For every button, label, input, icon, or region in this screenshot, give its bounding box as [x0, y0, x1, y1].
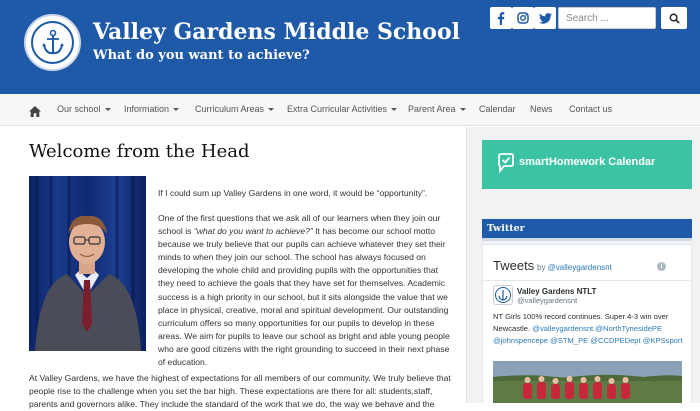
caret-down-icon [173, 108, 179, 111]
head-teacher-photo [29, 176, 146, 351]
anchor-icon [31, 21, 74, 64]
tweet-author-handle[interactable]: @valleygardensnt [517, 296, 578, 305]
tweet-mentions[interactable]: @valleygardensnt @NorthTynesidePE @johnspencepe @STM_PE @CCDPEDept @KPSsport [493, 323, 683, 345]
nav-parent-area[interactable]: Parent Area [408, 94, 466, 125]
info-icon[interactable]: i [657, 262, 666, 271]
twitter-icon[interactable] [534, 7, 556, 29]
search-input[interactable] [558, 7, 656, 29]
smarthomework-label[interactable]: smartHomework Calendar [519, 156, 656, 168]
tweets-by-link[interactable]: @valleygardensnt [547, 263, 612, 272]
search-icon [669, 13, 680, 24]
tweet-author-name[interactable]: Valley Gardens NTLT [517, 287, 597, 296]
nav-news[interactable]: News [530, 104, 553, 114]
site-header [0, 0, 700, 94]
tweets-title: Tweets [493, 258, 535, 273]
main-nav [0, 94, 700, 126]
caret-down-icon [268, 108, 274, 111]
home-icon[interactable] [29, 104, 41, 115]
school-logo[interactable] [24, 14, 81, 71]
avatar[interactable] [493, 285, 513, 305]
body-paragraph: One of the first questions that we ask all of our learners when they join our school is “what do you want to achieve?” It has become our school motto because we truly believe that our pupils can achieve whatever they set their minds to when they join our school. The school has always focused on developing the whole child and providing pupils with the opportunities that they need to achieve the goals that they have set for themselves. Academic success is a high priority in our school, but it sits alongside the value that we place in physical, creative, moral and spiritual development. Our outstanding curriculum offers so many opportunities for our pupils to develop in these areas. We aim for pupils to leave our school as bright and able young people who are good citizens with the right grounding to succeed in their next phase of education. [158, 213, 450, 368]
caret-down-icon [391, 108, 397, 111]
tweet-photo[interactable] [493, 361, 682, 403]
school-motto: What do you want to achieve? [93, 48, 310, 63]
instagram-icon[interactable] [512, 7, 534, 29]
intro-paragraph: If I could sum up Valley Gardens in one word, it would be “opportunity”. [158, 188, 428, 198]
nav-contact-us[interactable]: Contact us [569, 104, 613, 114]
twitter-heading: Twitter [482, 219, 692, 241]
nav-extra-curricular[interactable]: Extra Curricular Activities [287, 94, 397, 125]
body-paragraph: At Valley Gardens, we have the highest of expectations for all members of our community. We truly believe that people rise to the challenge when you set the bar high. These expectations are there for all: students,staff, parents and governors alike. They include the standard of the work that we do, the way we behave and the [29, 373, 451, 410]
nav-calendar[interactable]: Calendar [479, 104, 516, 114]
facebook-icon[interactable] [490, 7, 512, 29]
caret-down-icon [105, 108, 111, 111]
caret-down-icon [460, 108, 466, 111]
page-title: Welcome from the Head [29, 141, 250, 162]
nav-information[interactable]: Information [124, 94, 179, 125]
anchor-icon [494, 286, 512, 304]
smarthomework-logo-icon [498, 153, 514, 173]
search-button[interactable] [661, 7, 687, 29]
nav-curriculum-areas[interactable]: Curriculum Areas [195, 94, 274, 125]
school-name[interactable]: Valley Gardens Middle School [93, 19, 460, 45]
tweets-by: by @valleygardensnt [537, 263, 612, 272]
tweet-text: NT Girls 100% record continues. Super 4-3 win over Newcastle. @valleygardensnt @NorthTynesidePE @johnspencepe @STM_PE @CCDPEDept @KPSsport [493, 312, 683, 345]
divider [483, 280, 691, 281]
nav-our-school[interactable]: Our school [57, 94, 111, 125]
